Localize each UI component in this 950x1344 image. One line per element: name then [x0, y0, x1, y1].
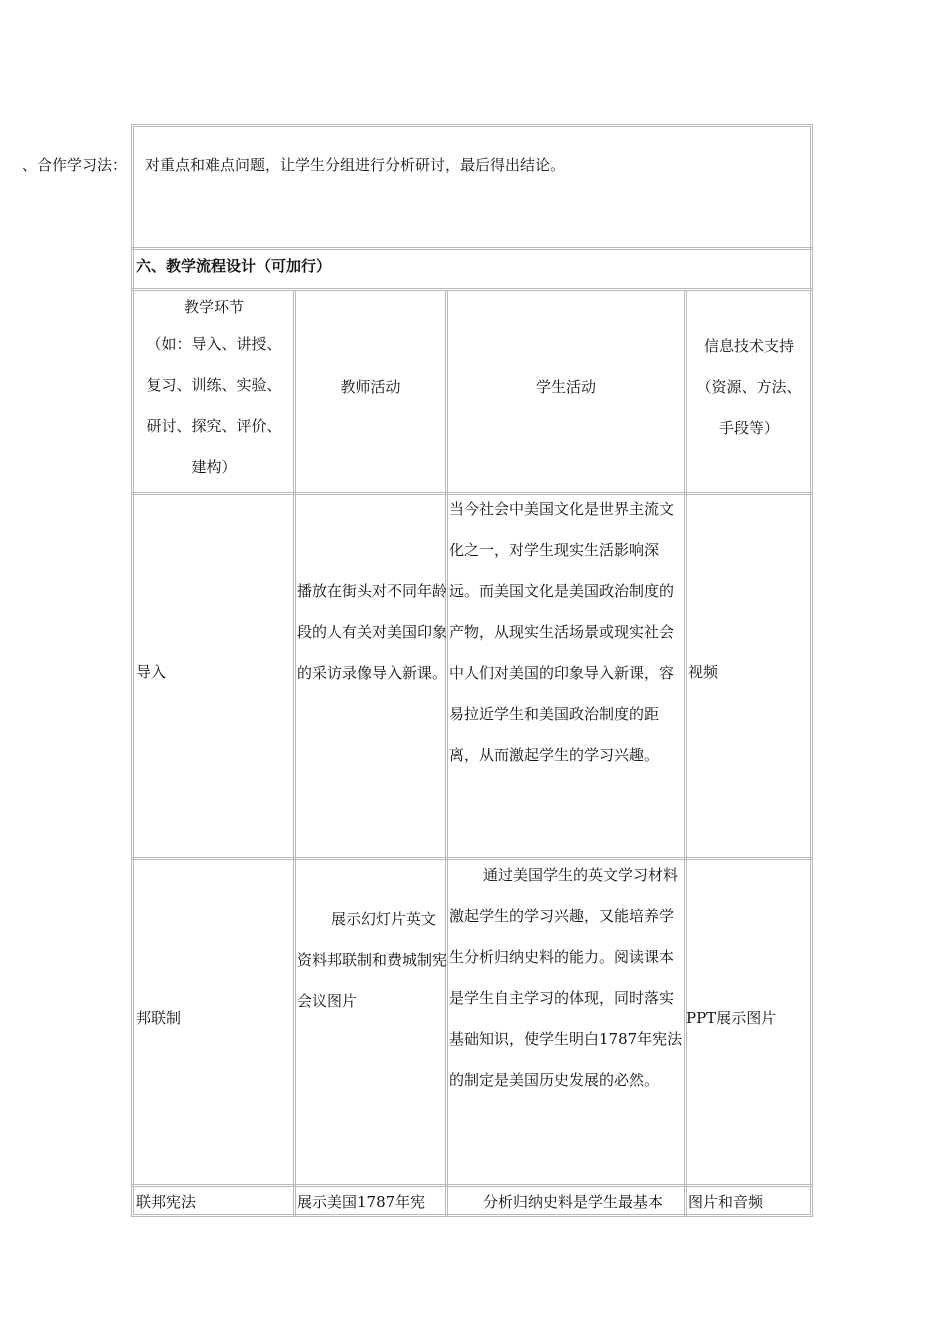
row-2-stage: 邦联制 [136, 1009, 182, 1027]
row-divider-3 [131, 1184, 813, 1187]
header-divider [131, 288, 813, 291]
section-title: 六、教学流程设计（可加行） [136, 257, 332, 275]
header-tech-line-3: 手段等） [718, 419, 779, 437]
row-1-student: 当今社会中美国文化是世界主流文化之一，对学生现实生活影响深远。而美国文化是美国政治制度的产物，从现实生活场景或现实社会中人们对美国的印象导入新课，容易拉近学生和美国政治制度的距离，从而激起学生的学习兴趣。 [449, 500, 675, 764]
row-2-student: 通过美国学生的英文学习材料激起学生的学习兴趣，又能培养学生分析归纳史料的能力。阅读课本是学生自主学习的体现，同时落实基础知识，使学生明白1787年宪法的制定是美国历史发展的必然。 [449, 866, 683, 1089]
row-2-tech: PPT展示图片 [686, 1009, 777, 1027]
header-stage-line-1: 教学环节 [183, 298, 244, 316]
header-stage-line-5: 建构） [191, 458, 237, 476]
row-3-teacher: 展示美国1787年宪 [297, 1193, 426, 1211]
header-tech-line-1: 信息技术支持 [703, 337, 794, 355]
header-stage-line-3: 复习、训练、实验、 [146, 376, 282, 394]
row-1-tech: 视频 [688, 663, 719, 681]
row-3-stage: 联邦宪法 [136, 1193, 197, 1211]
header-student-activity: 学生活动 [535, 378, 596, 396]
row-3-tech: 图片和音频 [688, 1193, 764, 1211]
header-stage-line-4: 研讨、探究、评价、 [146, 417, 282, 435]
row-3-student: 分析归纳史料是学生最基本 [483, 1193, 664, 1211]
column-divider-2 [445, 290, 448, 1217]
intro-text: 对重点和难点问题，让学生分组进行分析研讨，最后得出结论。 [145, 156, 566, 174]
header-stage-line-2: （如：导入、讲授、 [146, 335, 282, 353]
header-teacher-activity: 教师活动 [340, 378, 401, 396]
section-divider [131, 247, 813, 250]
row-1-stage: 导入 [136, 663, 167, 681]
row-1-teacher: 播放在街头对不同年龄段的人有关对美国印象的采访录像导入新课。 [297, 582, 448, 682]
row-2-teacher: 展示幻灯片英文资料邦联制和费城制宪会议图片 [297, 910, 448, 1010]
header-tech-line-2: （资源、方法、 [696, 378, 802, 396]
column-divider-1 [293, 290, 296, 1217]
intro-prefix: 、合作学习法： [22, 156, 128, 174]
